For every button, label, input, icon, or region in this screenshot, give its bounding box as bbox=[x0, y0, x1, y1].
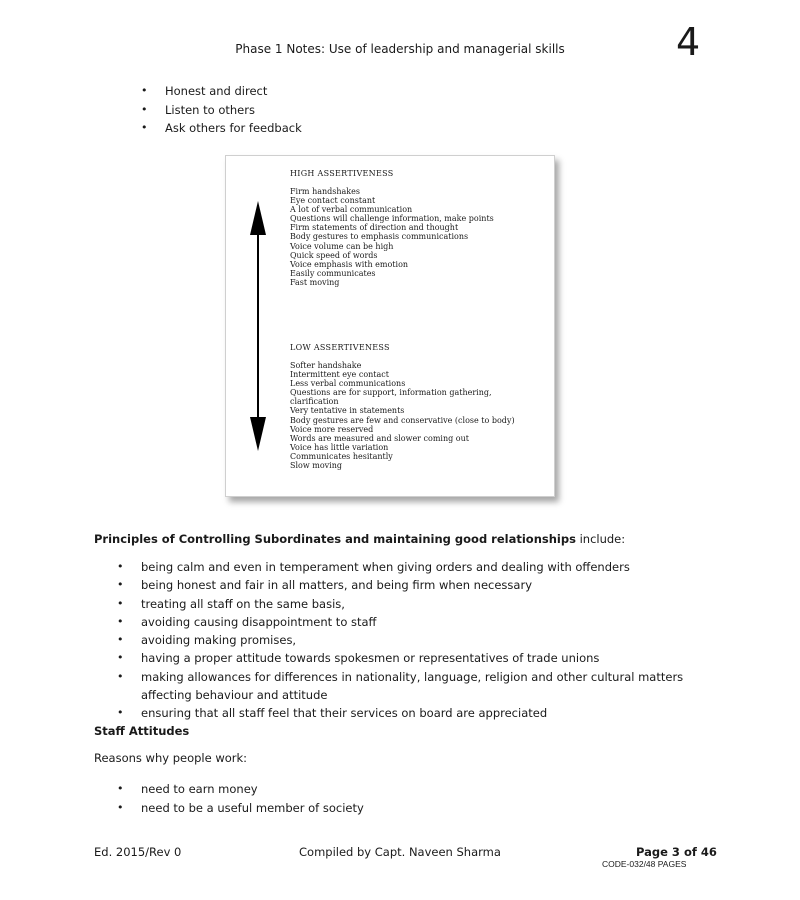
list-item: • avoiding causing disappointment to staff bbox=[141, 613, 706, 631]
list-item: Softer handshake bbox=[290, 361, 362, 370]
assertiveness-figure bbox=[225, 155, 555, 497]
list-item: Fast moving bbox=[290, 277, 340, 287]
chapter-number: 4 bbox=[676, 20, 701, 64]
list-item: Intermittent eye contact bbox=[290, 370, 389, 380]
list-item: Quick speed of words bbox=[290, 250, 378, 260]
list-item: • having a proper attitude towards spokesmen or representatives of trade unions bbox=[141, 649, 706, 667]
page-current: 3 bbox=[671, 845, 680, 859]
reasons-list bbox=[141, 780, 364, 817]
list-item: • Honest and direct bbox=[165, 82, 302, 101]
page-mid: of bbox=[679, 845, 701, 859]
page-header-title: Phase 1 Notes: Use of leadership and managerial skills bbox=[235, 42, 565, 56]
high-assertiveness-list bbox=[290, 187, 494, 287]
list-item: • need to be a useful member of society bbox=[141, 799, 364, 818]
intro-bullet-list bbox=[165, 82, 302, 138]
list-item: Questions are for support, information gathering, bbox=[290, 388, 492, 398]
list-item: Questions will challenge information, make points bbox=[290, 214, 494, 224]
list-item: • being calm and even in temperament when giving orders and dealing with offenders bbox=[141, 558, 706, 576]
list-item: Firm handshakes bbox=[290, 187, 360, 196]
list-item: Voice volume can be high bbox=[290, 241, 394, 251]
page-prefix: Page bbox=[636, 845, 672, 859]
low-assertiveness-heading: LOW ASSERTIVENESS bbox=[290, 343, 390, 352]
staff-attitudes-heading: Staff Attitudes bbox=[94, 724, 190, 738]
list-item: • being honest and fair in all matters, and being firm when necessary bbox=[141, 576, 706, 594]
list-item: • ensuring that all staff feel that their services on board are appreciated bbox=[141, 704, 706, 722]
list-item: Slow moving bbox=[290, 461, 342, 471]
list-item: Easily communicates bbox=[290, 268, 376, 278]
list-item: clarification bbox=[290, 397, 339, 407]
low-assertiveness-list bbox=[290, 361, 515, 470]
list-item: Very tentative in statements bbox=[290, 406, 405, 416]
principles-heading-bold: Principles of Controlling Subordinates and maintaining good relationships bbox=[94, 532, 576, 546]
list-item: Less verbal communications bbox=[290, 379, 406, 389]
list-item: • treating all staff on the same basis, bbox=[141, 595, 706, 613]
list-item: • making allowances for differences in nationality, language, religion and other cultural matters affecting behaviour and attitude bbox=[141, 668, 706, 705]
principles-heading-rest: include: bbox=[575, 532, 626, 546]
list-item: Communicates hesitantly bbox=[290, 451, 393, 461]
double-arrow-icon bbox=[246, 201, 270, 451]
principles-heading bbox=[94, 532, 625, 546]
footer-code: CODE-032/48 PAGES bbox=[602, 859, 687, 869]
list-item: Body gestures are few and conservative (close to body) bbox=[290, 415, 515, 425]
list-item: • need to earn money bbox=[141, 780, 364, 799]
list-item: • Listen to others bbox=[165, 101, 302, 120]
list-item: A lot of verbal communication bbox=[290, 205, 413, 215]
reasons-intro: Reasons why people work: bbox=[94, 751, 248, 765]
footer-compiled-by: Compiled by Capt. Naveen Sharma bbox=[299, 845, 501, 859]
list-item: Firm statements of direction and thought bbox=[290, 223, 459, 233]
page-total: 46 bbox=[700, 845, 717, 859]
high-assertiveness-heading: HIGH ASSERTIVENESS bbox=[290, 169, 394, 178]
list-item: Words are measured and slower coming out bbox=[290, 433, 469, 443]
list-item: Voice has little variation bbox=[290, 442, 389, 452]
footer-page-number bbox=[636, 845, 717, 859]
principles-list bbox=[141, 558, 706, 723]
list-item: • Ask others for feedback bbox=[165, 119, 302, 138]
list-item: Voice emphasis with emotion bbox=[290, 259, 409, 269]
list-item: Eye contact constant bbox=[290, 196, 376, 206]
footer-edition: Ed. 2015/Rev 0 bbox=[94, 845, 182, 859]
list-item: Voice more reserved bbox=[290, 424, 374, 434]
list-item: • avoiding making promises, bbox=[141, 631, 706, 649]
list-item: Body gestures to emphasis communications bbox=[290, 232, 469, 242]
